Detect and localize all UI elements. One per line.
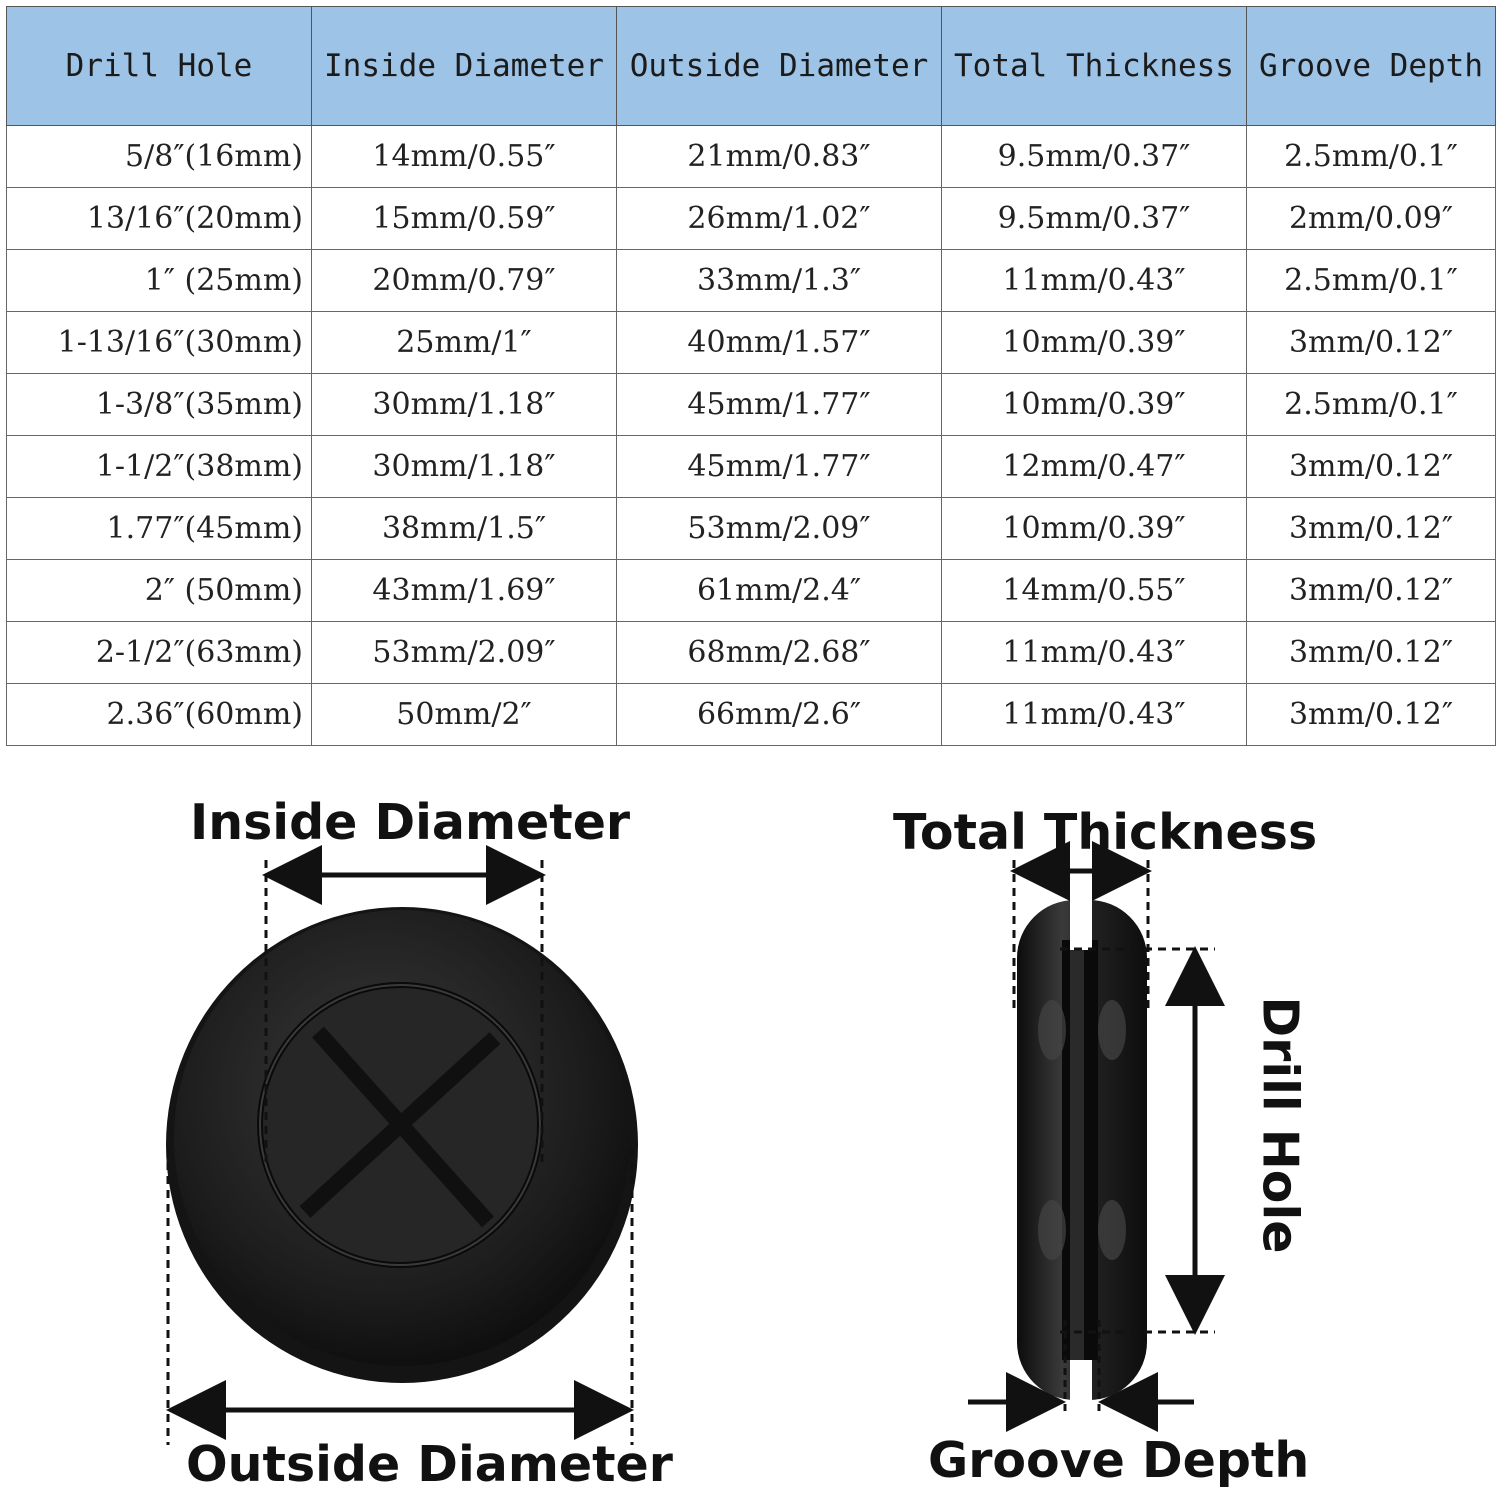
table-cell: 25mm/1″ <box>312 312 617 374</box>
table-cell: 66mm/2.6″ <box>617 684 942 746</box>
outside-diameter-label: Outside Diameter <box>186 1436 673 1493</box>
table-cell: 21mm/0.83″ <box>617 126 942 188</box>
table-cell: 30mm/1.18″ <box>312 436 617 498</box>
drill-hole-label: Drill Hole <box>1251 996 1309 1254</box>
table-cell: 68mm/2.68″ <box>617 622 942 684</box>
table-cell: 3mm/0.12″ <box>1247 622 1496 684</box>
table-cell: 14mm/0.55″ <box>942 560 1247 622</box>
table-cell: 9.5mm/0.37″ <box>942 126 1247 188</box>
table-row <box>7 498 1496 560</box>
table-header-row <box>7 7 1496 126</box>
table-row <box>7 374 1496 436</box>
table-cell: 3mm/0.12″ <box>1247 312 1496 374</box>
table-cell: 53mm/2.09″ <box>617 498 942 560</box>
table-cell: 9.5mm/0.37″ <box>942 188 1247 250</box>
table-cell: 2.36″(60mm) <box>7 684 312 746</box>
table-row <box>7 250 1496 312</box>
table-cell: 14mm/0.55″ <box>312 126 617 188</box>
table-cell: 12mm/0.47″ <box>942 436 1247 498</box>
table-cell: 1.77″(45mm) <box>7 498 312 560</box>
table-cell: 45mm/1.77″ <box>617 436 942 498</box>
table-cell: 5/8″(16mm) <box>7 126 312 188</box>
table-cell: 33mm/1.3″ <box>617 250 942 312</box>
table-row <box>7 436 1496 498</box>
table-cell: 10mm/0.39″ <box>942 498 1247 560</box>
grommet-side-view <box>1017 900 1147 1400</box>
table-row <box>7 622 1496 684</box>
table-row <box>7 684 1496 746</box>
table-cell: 10mm/0.39″ <box>942 312 1247 374</box>
table-row <box>7 188 1496 250</box>
table-cell: 10mm/0.39″ <box>942 374 1247 436</box>
header-inside-diameter: Inside Diameter <box>312 7 617 126</box>
table-cell: 13/16″(20mm) <box>7 188 312 250</box>
table-cell: 61mm/2.4″ <box>617 560 942 622</box>
table-cell: 2.5mm/0.1″ <box>1247 126 1496 188</box>
table-cell: 2″ (50mm) <box>7 560 312 622</box>
table-cell: 3mm/0.12″ <box>1247 498 1496 560</box>
table-cell: 2mm/0.09″ <box>1247 188 1496 250</box>
inside-diameter-label: Inside Diameter <box>190 794 631 851</box>
grommet-front-view <box>166 907 638 1383</box>
table-cell: 43mm/1.69″ <box>312 560 617 622</box>
table-cell: 1-3/8″(35mm) <box>7 374 312 436</box>
table-cell: 11mm/0.43″ <box>942 622 1247 684</box>
table-cell: 26mm/1.02″ <box>617 188 942 250</box>
table-cell: 1-1/2″(38mm) <box>7 436 312 498</box>
table-row <box>7 126 1496 188</box>
table-row <box>7 312 1496 374</box>
table-cell: 20mm/0.79″ <box>312 250 617 312</box>
table-cell: 15mm/0.59″ <box>312 188 617 250</box>
table-cell: 1″ (25mm) <box>7 250 312 312</box>
table-cell: 45mm/1.77″ <box>617 374 942 436</box>
table-cell: 1-13/16″(30mm) <box>7 312 312 374</box>
header-total-thickness: Total Thickness <box>942 7 1247 126</box>
header-drill-hole: Drill Hole <box>7 7 312 126</box>
table-row <box>7 560 1496 622</box>
table-cell: 3mm/0.12″ <box>1247 560 1496 622</box>
header-outside-diameter: Outside Diameter <box>617 7 942 126</box>
groove-depth-label: Groove Depth <box>928 1432 1310 1489</box>
table-cell: 2.5mm/0.1″ <box>1247 374 1496 436</box>
table-cell: 3mm/0.12″ <box>1247 684 1496 746</box>
spec-table <box>6 6 1496 746</box>
total-thickness-label: Total Thickness <box>893 804 1318 861</box>
table-cell: 53mm/2.09″ <box>312 622 617 684</box>
table-cell: 11mm/0.43″ <box>942 250 1247 312</box>
table-cell: 50mm/2″ <box>312 684 617 746</box>
grommet-diagram <box>0 760 1500 1491</box>
header-groove-depth: Groove Depth <box>1247 7 1496 126</box>
table-cell: 2-1/2″(63mm) <box>7 622 312 684</box>
table-cell: 38mm/1.5″ <box>312 498 617 560</box>
table-cell: 40mm/1.57″ <box>617 312 942 374</box>
table-cell: 11mm/0.43″ <box>942 684 1247 746</box>
table-cell: 3mm/0.12″ <box>1247 436 1496 498</box>
table-cell: 2.5mm/0.1″ <box>1247 250 1496 312</box>
table-cell: 30mm/1.18″ <box>312 374 617 436</box>
